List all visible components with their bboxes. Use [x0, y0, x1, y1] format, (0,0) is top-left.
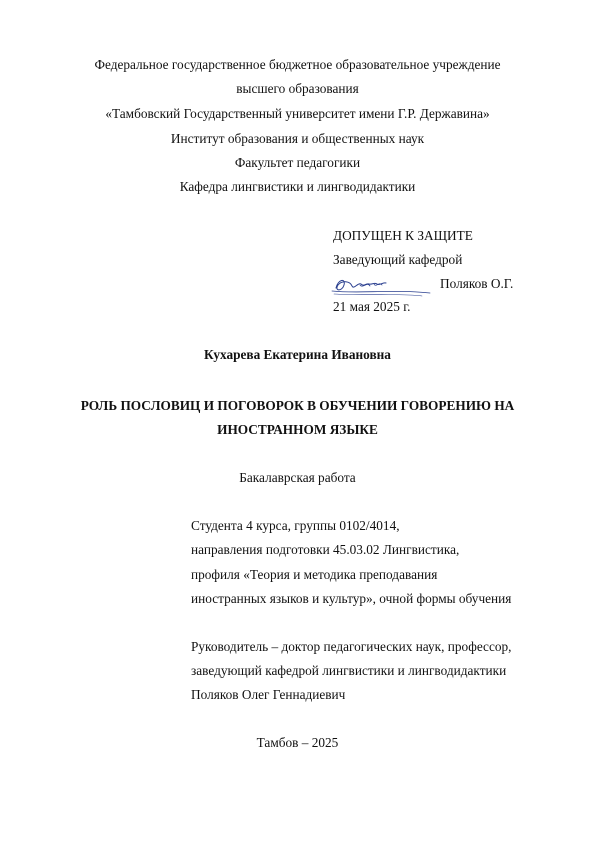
signature-image — [330, 273, 434, 299]
author-name: Кухарева Екатерина Ивановна — [204, 347, 391, 362]
thesis-title-line-2: ИНОСТРАННОМ ЯЗЫКЕ — [217, 422, 378, 437]
footer-city-year: Тамбов – 2025 — [256, 735, 339, 750]
header-line-5: Факультет педагогики — [234, 155, 361, 170]
header-line-2: высшего образования — [236, 81, 359, 96]
approval-role: Заведующий кафедрой — [333, 252, 463, 267]
work-type: Бакалаврская работа — [239, 470, 356, 485]
student-info-line-2: направления подготовки 45.03.02 Лингвистика, — [191, 542, 460, 557]
student-info-line-4: иностранных языков и культур», очной формы обучения — [191, 591, 512, 606]
supervisor-info-line-3: Поляков Олег Геннадиевич — [191, 687, 346, 702]
approval-date: 21 мая 2025 г. — [333, 299, 411, 314]
student-info-line-1: Студента 4 курса, группы 0102/4014, — [191, 518, 400, 533]
header-line-1: Федеральное государственное бюджетное образовательное учреждение — [94, 57, 501, 72]
approval-title: ДОПУЩЕН К ЗАЩИТЕ — [333, 228, 473, 243]
student-info-line-3: профиля «Теория и методика преподавания — [191, 567, 438, 582]
approval-name: Поляков О.Г. — [440, 276, 514, 291]
header-line-4: Институт образования и общественных наук — [170, 131, 425, 146]
thesis-title-line-1: РОЛЬ ПОСЛОВИЦ И ПОГОВОРОК В ОБУЧЕНИИ ГОВОРЕНИЮ НА — [80, 398, 515, 413]
supervisor-info-line-1: Руководитель – доктор педагогических наук, профессор, — [191, 639, 512, 654]
header-line-6: Кафедра лингвистики и лингводидактики — [179, 179, 416, 194]
header-line-3: «Тамбовский Государственный университет имени Г.Р. Державина» — [105, 106, 490, 121]
supervisor-info-line-2: заведующий кафедрой лингвистики и лингводидактики — [191, 663, 507, 678]
